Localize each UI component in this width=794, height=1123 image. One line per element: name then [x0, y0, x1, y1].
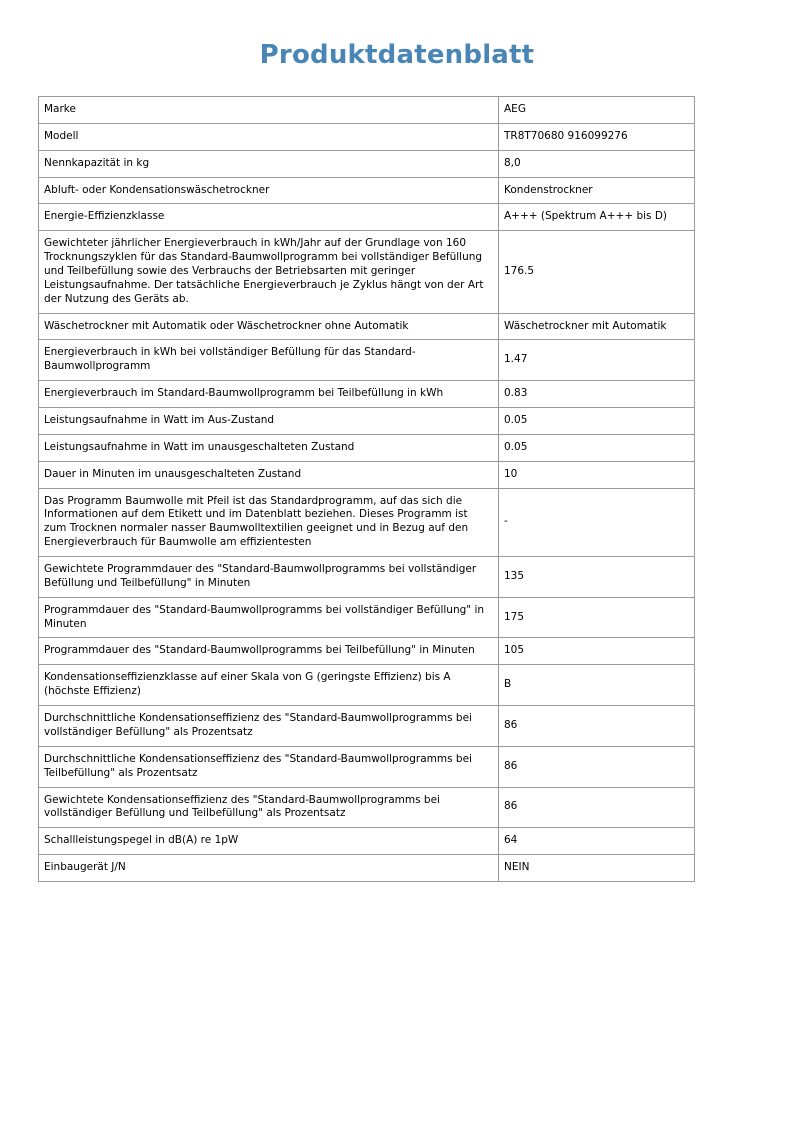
spec-value: 1.47 — [499, 340, 695, 381]
table-row — [39, 665, 695, 706]
table-row — [39, 828, 695, 855]
table-row — [39, 150, 695, 177]
spec-value: - — [499, 488, 695, 556]
spec-value: 8,0 — [499, 150, 695, 177]
spec-value: 105 — [499, 638, 695, 665]
table-row — [39, 231, 695, 313]
table-row — [39, 123, 695, 150]
spec-label: Programmdauer des "Standard-Baumwollprogramms bei vollständiger Befüllung" in Minuten — [39, 597, 499, 638]
table-row — [39, 746, 695, 787]
spec-label: Leistungsaufnahme in Watt im unausgeschalteten Zustand — [39, 434, 499, 461]
spec-label: Nennkapazität in kg — [39, 150, 499, 177]
table-row — [39, 706, 695, 747]
spec-label: Durchschnittliche Kondensationseffizienz des "Standard-Baumwollprogramms bei Teilbefüllung" als Prozentsatz — [39, 746, 499, 787]
spec-value: TR8T70680 916099276 — [499, 123, 695, 150]
spec-label: Kondensationseffizienzklasse auf einer Skala von G (geringste Effizienz) bis A (höchste Effizienz) — [39, 665, 499, 706]
spec-value: 0.83 — [499, 381, 695, 408]
table-row — [39, 488, 695, 556]
spec-value: 86 — [499, 787, 695, 828]
table-row — [39, 177, 695, 204]
spec-label: Gewichtete Kondensationseffizienz des "Standard-Baumwollprogramms bei vollständiger Befüllung und Teilbefüllung" als Prozentsatz — [39, 787, 499, 828]
spec-value: 175 — [499, 597, 695, 638]
table-row — [39, 787, 695, 828]
spec-label: Energieverbrauch in kWh bei vollständiger Befüllung für das Standard-Baumwollprogramm — [39, 340, 499, 381]
spec-value: NEIN — [499, 855, 695, 882]
table-row — [39, 597, 695, 638]
spec-label: Energie-Effizienzklasse — [39, 204, 499, 231]
table-row — [39, 381, 695, 408]
spec-label: Modell — [39, 123, 499, 150]
spec-label: Gewichtete Programmdauer des "Standard-Baumwollprogramms bei vollständiger Befüllung und Teilbefüllung" in Minuten — [39, 557, 499, 598]
spec-label: Energieverbrauch im Standard-Baumwollprogramm bei Teilbefüllung in kWh — [39, 381, 499, 408]
spec-value: 10 — [499, 461, 695, 488]
table-row — [39, 434, 695, 461]
spec-value: Wäschetrockner mit Automatik — [499, 313, 695, 340]
table-row — [39, 313, 695, 340]
spec-label: Marke — [39, 97, 499, 124]
spec-value: 0.05 — [499, 408, 695, 435]
spec-value: 86 — [499, 746, 695, 787]
spec-label: Durchschnittliche Kondensationseffizienz des "Standard-Baumwollprogramms bei vollständiger Befüllung" als Prozentsatz — [39, 706, 499, 747]
specification-table — [38, 96, 695, 882]
table-row — [39, 855, 695, 882]
spec-label: Gewichteter jährlicher Energieverbrauch in kWh/Jahr auf der Grundlage von 160 Trocknungszyklen für das Standard-Baumwollprogramm bei vollständiger Befüllung und Teilbefüllung sowie des Verbrauchs der Betriebsarten mit geringer Leistungsaufnahme. Der tatsächliche Energieverbrauch je Zyklus hängt von der Art der Nutzung des Geräts ab. — [39, 231, 499, 313]
spec-value: 64 — [499, 828, 695, 855]
table-row — [39, 408, 695, 435]
spec-label: Abluft- oder Kondensationswäschetrockner — [39, 177, 499, 204]
spec-value: 135 — [499, 557, 695, 598]
table-row — [39, 204, 695, 231]
spec-value: 176.5 — [499, 231, 695, 313]
spec-value: AEG — [499, 97, 695, 124]
table-row — [39, 340, 695, 381]
spec-value: 0.05 — [499, 434, 695, 461]
spec-label: Einbaugerät J/N — [39, 855, 499, 882]
spec-value: 86 — [499, 706, 695, 747]
spec-value: Kondenstrockner — [499, 177, 695, 204]
spec-label: Leistungsaufnahme in Watt im Aus-Zustand — [39, 408, 499, 435]
page-title: Produktdatenblatt — [259, 40, 535, 70]
spec-label: Programmdauer des "Standard-Baumwollprogramms bei Teilbefüllung" in Minuten — [39, 638, 499, 665]
table-row — [39, 461, 695, 488]
table-row — [39, 557, 695, 598]
spec-value: A+++ (Spektrum A+++ bis D) — [499, 204, 695, 231]
table-row — [39, 97, 695, 124]
spec-label: Schallleistungspegel in dB(A) re 1pW — [39, 828, 499, 855]
spec-value: B — [499, 665, 695, 706]
spec-label: Dauer in Minuten im unausgeschalteten Zustand — [39, 461, 499, 488]
spec-label: Wäschetrockner mit Automatik oder Wäschetrockner ohne Automatik — [39, 313, 499, 340]
spec-label: Das Programm Baumwolle mit Pfeil ist das Standardprogramm, auf das sich die Informationen auf dem Etikett und im Datenblatt beziehen. Dieses Programm ist zum Trocknen normaler nasser Baumwolltextilien geeignet und in Bezug auf den Energieverbrauch für Baumwolle am effizientesten — [39, 488, 499, 556]
table-row — [39, 638, 695, 665]
specification-table-body — [39, 97, 695, 882]
